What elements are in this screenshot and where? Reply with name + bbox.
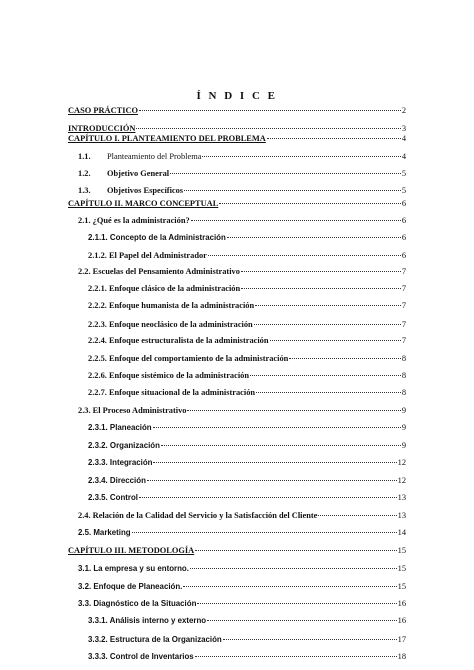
toc-entry-label	[68, 545, 194, 556]
toc-entry-page: 14	[397, 528, 406, 537]
toc-entry	[88, 615, 406, 626]
dot-leader	[223, 639, 397, 640]
toc-entry-number: 1.3.	[78, 186, 91, 195]
toc-entry	[68, 545, 406, 556]
dot-leader	[136, 128, 400, 129]
toc-entry-text: 3.3.1. Análisis interno y externo	[88, 616, 207, 625]
toc-entry-label	[88, 651, 194, 662]
toc-entry-text: 3.2. Enfoque de Planeación.	[78, 582, 183, 591]
toc-entry-page: 7	[401, 320, 406, 329]
toc-entry-text: 3.3. Diagnóstico de la Situación	[78, 599, 197, 608]
toc-entry-page: 4	[401, 134, 406, 143]
dot-leader	[153, 427, 401, 428]
toc-entry-page: 8	[401, 354, 406, 363]
toc-entry-label	[88, 335, 269, 346]
dot-leader	[254, 324, 401, 325]
dot-leader	[256, 392, 401, 393]
toc-entry-text: 3.1. La empresa y su entorno.	[78, 564, 189, 573]
toc-entry-page: 9	[401, 423, 406, 432]
toc-entry-page: 13	[397, 493, 406, 502]
toc-entry-label	[78, 510, 317, 521]
dot-leader	[170, 173, 401, 174]
index-title: Í N D I C E	[196, 90, 278, 102]
toc-entry-text: 2.3.5. Control	[88, 493, 138, 502]
toc-entry-page: 6	[401, 199, 406, 208]
dot-leader	[227, 237, 401, 238]
toc-entry-label	[88, 283, 240, 294]
toc-entry-label	[78, 527, 131, 538]
toc-entry	[88, 387, 406, 398]
toc-entry-text: 2.3.3. Integración	[88, 458, 153, 467]
toc-entry-page: 9	[401, 441, 406, 450]
toc-entry-page: 6	[401, 233, 406, 242]
dot-leader	[318, 515, 396, 516]
toc-entry	[88, 300, 406, 311]
dot-leader	[132, 532, 397, 533]
toc-entry-label	[88, 300, 254, 311]
toc-entry-label	[78, 563, 189, 574]
toc-entry-page: 7	[401, 336, 406, 345]
toc-entry-page: 7	[401, 267, 406, 276]
dot-leader	[250, 375, 401, 376]
toc-entry-page: 16	[397, 599, 406, 608]
toc-entry-text: 2.3. El Proceso Administrativo	[78, 406, 187, 415]
dot-leader	[153, 462, 396, 463]
toc-entry-text: Objetivos Específicos	[107, 186, 184, 195]
toc-entry	[78, 598, 406, 609]
toc-entry	[78, 185, 406, 196]
dot-leader	[241, 288, 401, 289]
toc-entry	[88, 283, 406, 294]
toc-entry	[68, 198, 406, 209]
toc-entry-label	[78, 405, 186, 416]
toc-entry-page: 12	[397, 458, 406, 467]
toc-entry-page: 15	[397, 582, 406, 591]
toc-entry-page: 18	[397, 652, 406, 661]
toc-entry	[88, 422, 406, 433]
toc-entry	[78, 510, 406, 521]
toc-entry	[88, 492, 406, 503]
dot-leader	[289, 358, 401, 359]
toc-entry-text: 2.4. Relación de la Calidad del Servicio y la Satisfacción del Cliente	[78, 511, 318, 520]
toc-entry-label	[88, 250, 207, 261]
dot-leader	[195, 656, 397, 657]
toc-entry-label	[88, 319, 253, 330]
toc-entry-text: 2.1.2. El Papel del Administrador	[88, 251, 207, 260]
toc-entry-label	[78, 581, 182, 592]
dot-leader	[267, 138, 401, 139]
toc-entry	[78, 581, 406, 592]
dot-leader	[270, 340, 401, 341]
toc-entry-label	[88, 615, 206, 626]
toc-entry-text: 2.1. ¿Qué es la administración?	[78, 216, 190, 225]
toc-entry	[78, 151, 406, 162]
toc-entry	[88, 440, 406, 451]
toc-entry	[78, 215, 406, 226]
toc-entry	[88, 475, 406, 486]
toc-entry-text: 2.3.2. Organización	[88, 441, 160, 450]
toc-entry	[88, 370, 406, 381]
toc-entry	[88, 232, 406, 243]
toc-entry-label	[88, 440, 160, 451]
toc-entry-page: 4	[401, 152, 406, 161]
toc-entry-label	[88, 422, 152, 433]
toc-entry-text: CAPÍTULO III. METODOLOGÍA	[68, 546, 195, 555]
toc-entry	[88, 651, 406, 662]
toc-entry-page: 9	[401, 406, 406, 415]
toc-entry-label	[88, 370, 249, 381]
dot-leader	[184, 190, 401, 191]
toc-entry-label	[78, 168, 169, 179]
toc-entry-label	[78, 266, 240, 277]
toc-entry-text: 2.3.1. Planeación	[88, 423, 152, 432]
toc-entry-text: CASO PRÁCTICO	[68, 106, 139, 115]
toc-entry	[78, 405, 406, 416]
toc-entry	[88, 457, 406, 468]
toc-entry	[88, 250, 406, 261]
toc-entry	[78, 563, 406, 574]
toc-entry-page: 15	[397, 546, 406, 555]
dot-leader	[161, 445, 401, 446]
dot-leader	[197, 603, 396, 604]
toc-entry	[88, 335, 406, 346]
toc-entry-page: 13	[397, 511, 406, 520]
toc-entry-label	[78, 598, 196, 609]
dot-leader	[207, 620, 397, 621]
toc-entry-label	[88, 492, 138, 503]
dot-leader	[187, 410, 400, 411]
toc-entry-text: 3.3.3. Control de Inventarios	[88, 652, 194, 661]
toc-entry-label	[78, 185, 183, 196]
toc-entry	[88, 353, 406, 364]
toc-entry	[68, 133, 406, 144]
toc-entry-text: 2.5. Marketing	[78, 528, 131, 537]
toc-entry-label	[88, 353, 288, 364]
dot-leader	[241, 271, 401, 272]
toc-entry-page: 2	[401, 106, 406, 115]
toc-entry-text: Planteamiento del Problema	[107, 152, 202, 161]
toc-entry-page: 5	[401, 186, 406, 195]
dot-leader	[219, 203, 401, 204]
dot-leader	[183, 586, 396, 587]
toc-entry-text: CAPÍTULO I. PLANTEAMIENTO DEL PROBLEMA	[68, 134, 266, 143]
dot-leader	[139, 497, 397, 498]
toc-entry	[78, 266, 406, 277]
toc-entry-text: 2.2.4. Enfoque estructuralista de la administración	[88, 336, 269, 345]
toc-entry-label	[68, 198, 218, 209]
toc-entry-text: 2.2. Escuelas del Pensamiento Administrativo	[78, 267, 240, 276]
toc-entry-label	[88, 457, 152, 468]
toc-entry-text: 2.2.5. Enfoque del comportamiento de la administración	[88, 354, 289, 363]
toc-entry-text: CAPÍTULO II. MARCO CONCEPTUAL	[68, 199, 219, 208]
toc-entry-label	[78, 151, 201, 162]
toc-entry-page: 8	[401, 388, 406, 397]
toc-entry-page: 6	[401, 251, 406, 260]
dot-leader	[195, 550, 396, 551]
toc-entry-text: 2.2.3. Enfoque neoclásico de la administración	[88, 320, 253, 329]
toc-entry-number: 1.1.	[78, 152, 91, 161]
dot-leader	[202, 156, 400, 157]
toc-entry-text: INTRODUCCIÓN	[68, 124, 136, 133]
toc-entry-page: 7	[401, 284, 406, 293]
toc-entry-text: 2.1.1. Concepto de la Administración	[88, 233, 226, 242]
toc-entry-text: 3.3.2. Estructura de la Organización	[88, 635, 222, 644]
dot-leader	[255, 305, 401, 306]
dot-leader	[139, 110, 401, 111]
toc-entry-page: 16	[397, 616, 406, 625]
toc-entry-page: 15	[397, 564, 406, 573]
toc-entry	[78, 527, 406, 538]
toc-entry-text: 2.2.6. Enfoque sistémico de la administración	[88, 371, 249, 380]
toc-entry-label	[78, 215, 190, 226]
toc-entry	[88, 319, 406, 330]
toc-entry-text: Objetivo General	[107, 169, 170, 178]
toc-entry-label	[88, 387, 255, 398]
toc-entry-label	[88, 475, 146, 486]
toc-entry-label	[88, 634, 222, 645]
toc-entry-label	[88, 232, 226, 243]
toc-entry-page: 5	[401, 169, 406, 178]
toc-entry-page: 12	[397, 476, 406, 485]
toc-entry-page: 8	[401, 371, 406, 380]
toc-entry	[88, 634, 406, 645]
toc-entry-number: 1.2.	[78, 169, 91, 178]
dot-leader	[147, 480, 397, 481]
toc-entry	[78, 168, 406, 179]
toc-entry-page: 6	[401, 216, 406, 225]
toc-entry-page: 17	[397, 635, 406, 644]
toc-entry-label	[68, 105, 138, 116]
toc-entry-text: 2.3.4. Dirección	[88, 476, 146, 485]
toc-entry-page: 3	[401, 124, 406, 133]
toc-entry-text: 2.2.1. Enfoque clásico de la administración	[88, 284, 241, 293]
dot-leader	[190, 568, 397, 569]
toc-entry-text: 2.2.7. Enfoque situacional de la administración	[88, 388, 256, 397]
toc-entry-page: 7	[401, 301, 406, 310]
toc-entry-text: 2.2.2. Enfoque humanista de la administración	[88, 301, 255, 310]
dot-leader	[191, 220, 401, 221]
dot-leader	[208, 255, 401, 256]
toc-entry-label	[68, 133, 266, 144]
toc-entry	[68, 105, 406, 116]
